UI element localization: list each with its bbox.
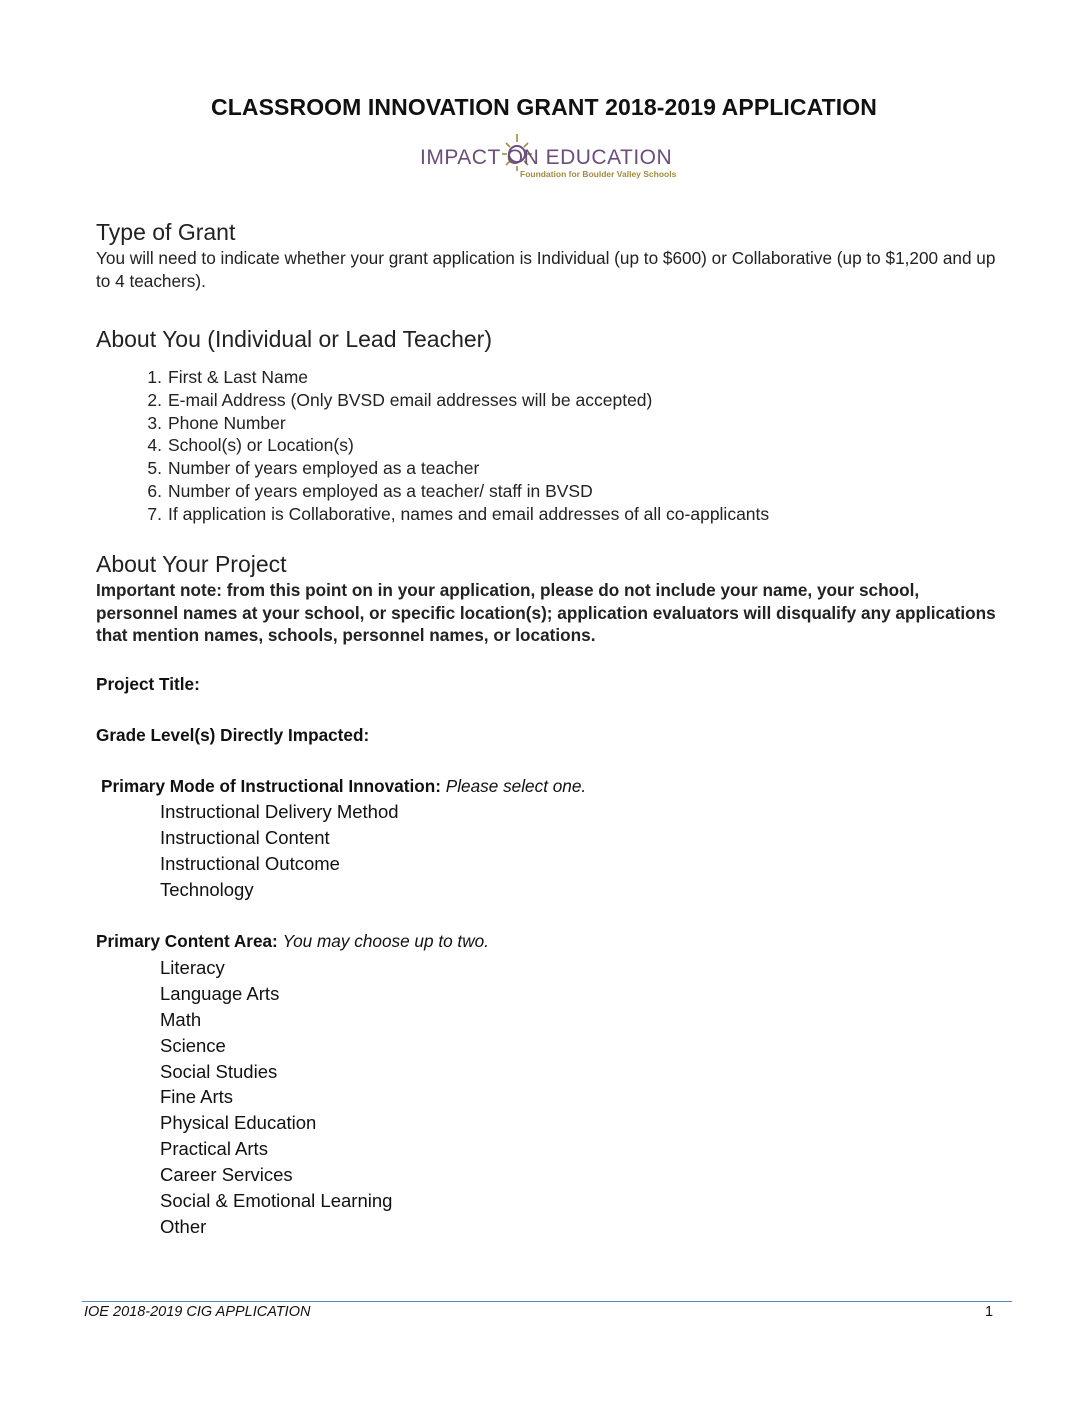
logo-subtitle: Foundation for Boulder Valley Schools: [520, 169, 677, 179]
page-title: CLASSROOM INNOVATION GRANT 2018-2019 APPLICATION: [211, 94, 877, 120]
content-area-label: [96, 931, 489, 952]
list-number: 5.: [147, 458, 162, 479]
type-of-grant-text: You will need to indicate whether your grant application is Individual (up to $600) or Collaborative (up to $1,200 and up to 4 teachers).: [96, 248, 996, 291]
about-project-heading: About Your Project: [96, 551, 287, 577]
option-item[interactable]: Science: [160, 1034, 226, 1056]
list-item: [138, 366, 769, 389]
list-text: First & Last Name: [168, 367, 309, 387]
list-item: [138, 503, 769, 526]
list-item: [138, 389, 769, 412]
option-item[interactable]: Social Studies: [160, 1060, 278, 1082]
list-number: 6.: [147, 480, 162, 501]
list-text: E-mail Address (Only BVSD email addresses will be accepted): [168, 389, 653, 410]
list-text: Number of years employed as a teacher: [168, 458, 480, 479]
option-item[interactable]: Career Services: [160, 1164, 293, 1186]
footer-title: IOE 2018-2019 CIG APPLICATION: [84, 1304, 311, 1320]
list-item: [138, 457, 769, 480]
option-item[interactable]: Instructional Delivery Method: [160, 801, 399, 822]
option-item[interactable]: Physical Education: [160, 1112, 317, 1134]
instructional-mode-label: [101, 776, 586, 797]
option-item[interactable]: Other: [160, 1215, 207, 1237]
content-area-options: [160, 955, 392, 1240]
list-item: [138, 412, 769, 435]
list-number: 1.: [147, 367, 162, 387]
project-title-label: Project Title:: [96, 674, 200, 694]
page-number: 1: [985, 1304, 994, 1320]
list-text: Number of years employed as a teacher/ staff in BVSD: [168, 480, 593, 501]
list-text: Phone Number: [168, 412, 286, 433]
option-item[interactable]: Technology: [160, 878, 254, 900]
logo-text: IMPACT ON EDUCATION: [420, 146, 673, 169]
list-item: [138, 480, 769, 503]
about-you-list: [138, 366, 769, 526]
grade-level-label: Grade Level(s) Directly Impacted:: [96, 725, 370, 745]
instructional-mode-hint: Please select one.: [445, 776, 587, 796]
option-item[interactable]: Instructional Content: [160, 826, 330, 848]
instructional-mode-options: [160, 799, 399, 903]
list-text: If application is Collaborative, names and email addresses of all co-applicants: [168, 503, 770, 524]
option-item[interactable]: Fine Arts: [160, 1086, 233, 1108]
list-number: 3.: [147, 412, 162, 433]
option-item[interactable]: Practical Arts: [160, 1138, 268, 1160]
list-item: [138, 434, 769, 457]
content-area-label-text: Primary Content Area:: [96, 931, 278, 951]
option-item[interactable]: Social & Emotional Learning: [160, 1190, 393, 1212]
option-item[interactable]: Language Arts: [160, 982, 280, 1004]
type-of-grant-heading: Type of Grant: [96, 219, 236, 245]
list-number: 4.: [147, 435, 162, 456]
option-item[interactable]: Literacy: [160, 957, 225, 978]
important-note: Important note: from this point on in your application, please do not include your name, your school, personnel names at your school, or specific location(s); application evaluators will disqualify any applications that mention names, schools, personnel names, or locations.: [96, 580, 996, 645]
list-number: 7.: [147, 503, 162, 524]
list-number: 2.: [147, 389, 162, 410]
content-area-hint: You may choose up to two.: [282, 931, 489, 951]
list-text: School(s) or Location(s): [168, 435, 354, 456]
option-item[interactable]: Math: [160, 1008, 202, 1030]
impact-on-education-logo: [420, 128, 677, 184]
option-item[interactable]: Instructional Outcome: [160, 852, 340, 874]
footer-divider: [82, 1301, 1012, 1302]
about-you-heading: About You (Individual or Lead Teacher): [96, 326, 492, 352]
instructional-mode-label-text: Primary Mode of Instructional Innovation:: [101, 776, 441, 796]
